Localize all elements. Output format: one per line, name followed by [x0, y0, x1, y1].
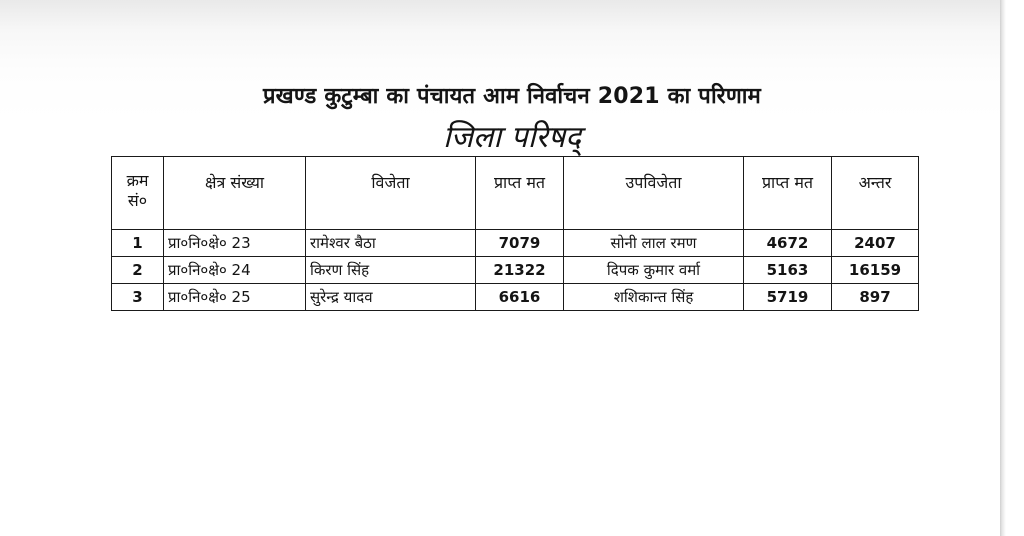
document-subtitle: जिला परिषद्	[442, 120, 582, 155]
cell-margin: 2407	[832, 230, 919, 257]
cell-winner: किरण सिंह	[306, 257, 476, 284]
header-serial-line1: क्रम	[126, 171, 149, 190]
cell-margin: 16159	[832, 257, 919, 284]
cell-serial-number: 1	[112, 230, 164, 257]
table-row	[112, 230, 919, 257]
cell-serial-number: 3	[112, 284, 164, 311]
cell-serial-number: 2	[112, 257, 164, 284]
header-winner: विजेता	[306, 157, 476, 230]
cell-runner-up-votes: 5163	[744, 257, 832, 284]
table-header-row	[112, 157, 919, 230]
cell-runner-up: शशिकान्त सिंह	[564, 284, 744, 311]
cell-margin: 897	[832, 284, 919, 311]
cell-area: प्रा०नि०क्षे० 23	[164, 230, 306, 257]
cell-winner-votes: 7079	[476, 230, 564, 257]
table-row	[112, 284, 919, 311]
document-title: प्रखण्ड कुटुम्बा का पंचायत आम निर्वाचन 2021 का परिणाम	[262, 84, 762, 109]
cell-runner-up: दिपक कुमार वर्मा	[564, 257, 744, 284]
header-winner-votes: प्राप्त मत	[476, 157, 564, 230]
cell-runner-up-votes: 4672	[744, 230, 832, 257]
header-runner-up-votes: प्राप्त मत	[744, 157, 832, 230]
cell-runner-up-votes: 5719	[744, 284, 832, 311]
header-margin: अन्तर	[832, 157, 919, 230]
header-serial-number	[112, 157, 164, 230]
cell-winner-votes: 6616	[476, 284, 564, 311]
cell-winner: सुरेन्द्र यादव	[306, 284, 476, 311]
cell-winner: रामेश्वर बैठा	[306, 230, 476, 257]
header-serial-line2: सं०	[127, 191, 148, 210]
cell-winner-votes: 21322	[476, 257, 564, 284]
cell-area: प्रा०नि०क्षे० 24	[164, 257, 306, 284]
table-row	[112, 257, 919, 284]
cell-runner-up: सोनी लाल रमण	[564, 230, 744, 257]
results-table	[111, 156, 919, 311]
header-area: क्षेत्र संख्या	[164, 157, 306, 230]
cell-area: प्रा०नि०क्षे० 25	[164, 284, 306, 311]
header-runner-up: उपविजेता	[564, 157, 744, 230]
